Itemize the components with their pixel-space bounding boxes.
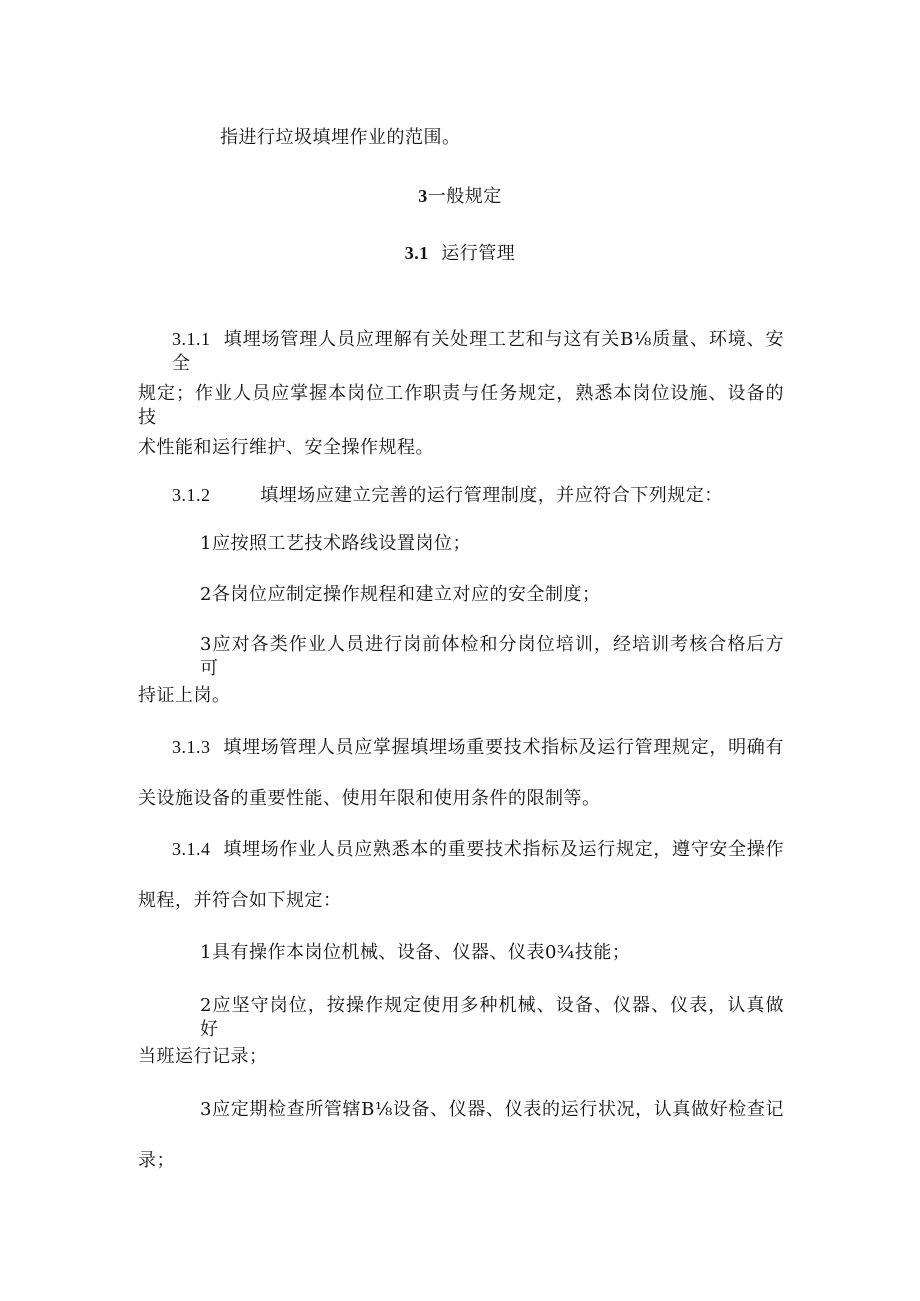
section-number: 3: [418, 186, 428, 206]
clause-3-1-4-item-1: 1具有操作本岗位机械、设备、仪器、仪表0¾技能；: [200, 942, 631, 963]
clause-3-1-4-line-1: [172, 837, 784, 862]
clause-text: 填埋场应建立完善的运行管理制度，并应符合下列规定：: [260, 485, 723, 506]
clause-3-1-4-item-2-line-2: 当班运行记录；: [138, 1046, 268, 1067]
clause-number: 3.1.4: [172, 839, 211, 859]
clause-number: 3.1.2: [172, 485, 211, 505]
intro-text: 指进行垃圾填埋作业的范围。: [220, 127, 461, 148]
clause-3-1-2-line-1: [172, 483, 723, 508]
clause-3-1-1-line-2: 规定；作业人员应掌握本岗位工作职责与任务规定，熟悉本岗位设施、设备的技: [138, 383, 784, 428]
clause-3-1-4-item-2-line-1: 2应坚守岗位，按操作规定使用多种机械、设备、仪器、仪表，认真做好: [200, 995, 784, 1040]
subsection-number: 3.1: [404, 243, 429, 263]
clause-3-1-4-item-3-line-1: 3应定期检查所管辖B⅛设备、仪器、仪表的运行状况，认真做好检查记: [200, 1099, 784, 1120]
clause-3-1-1-line-3: 术性能和运行维护、安全操作规程。: [138, 437, 434, 458]
clause-number: 3.1.1: [172, 329, 211, 349]
section-heading: [0, 184, 920, 209]
clause-text: 填埋场管理人员应掌握填埋场重要技术指标及运行管理规定，明确有: [223, 737, 784, 758]
clause-text: 填埋场作业人员应熟悉本的重要技术指标及运行规定，遵守安全操作: [223, 839, 784, 860]
clause-3-1-2-item-3-line-2: 持证上岗。: [138, 685, 231, 706]
clause-3-1-3-line-1: [172, 735, 784, 760]
clause-3-1-2-item-3-line-1: 3应对各类作业人员进行岗前体检和分岗位培训，经培训考核合格后方可: [200, 634, 784, 679]
clause-3-1-4-line-2: 规程，并符合如下规定：: [138, 890, 342, 911]
clause-3-1-2-item-2: 2各岗位应制定操作规程和建立对应的安全制度；: [200, 584, 601, 605]
clause-3-1-2-item-1: 1应按照工艺技术路线设置岗位；: [200, 533, 471, 554]
section-title: 一般规定: [427, 186, 502, 207]
clause-text: 填埋场管理人员应理解有关处理工艺和与这有关B⅛质量、环境、安全: [172, 329, 784, 374]
clause-3-1-1-line-1: [172, 327, 784, 376]
clause-3-1-3-line-2: 关设施设备的重要性能、使用年限和使用条件的限制等。: [138, 788, 601, 809]
subsection-title: 运行管理: [441, 243, 516, 264]
subsection-heading: [0, 241, 920, 266]
clause-3-1-4-item-3-line-2: 录；: [138, 1150, 175, 1171]
clause-number: 3.1.3: [172, 737, 211, 757]
